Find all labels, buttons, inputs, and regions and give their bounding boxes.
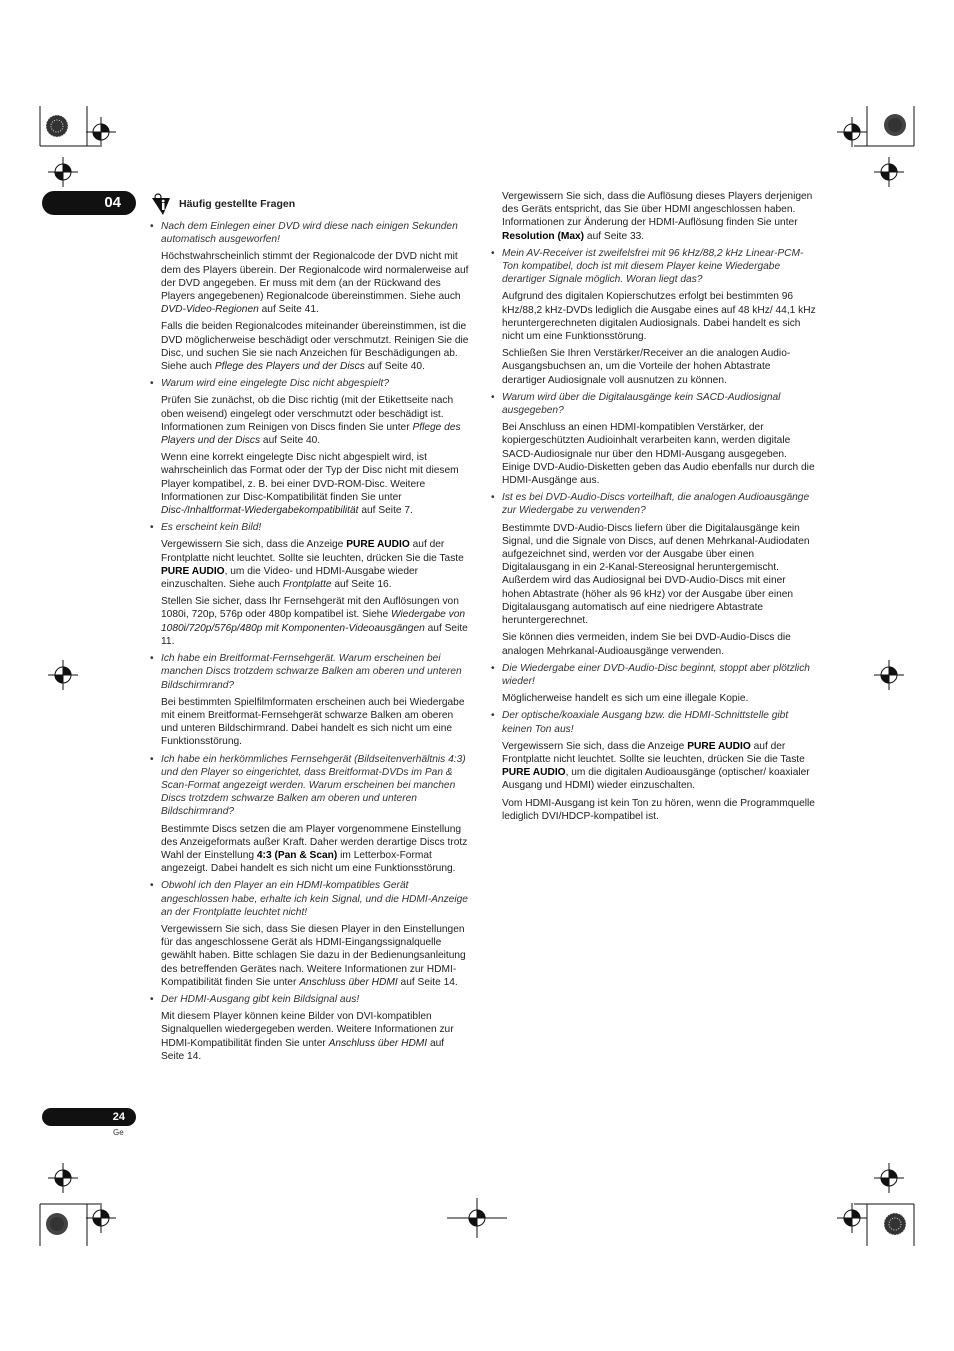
answer-paragraph [502, 797, 816, 823]
cross-reference: Pflege des Players und der Discs [214, 361, 365, 373]
text-run: Vom HDMI-Ausgang ist kein Ton zu hören, wenn die Programmquelle lediglich DVI/HDCP-kompatibel ist. [502, 797, 815, 822]
ui-label-bold: Resolution (Max) [502, 230, 585, 242]
answer-paragraph [502, 692, 816, 705]
answer-paragraph [161, 595, 470, 648]
answer-paragraph [161, 823, 470, 876]
text-run: auf Seite 11. [161, 622, 468, 647]
cross-reference: Pflege des Players und der Discs [161, 421, 461, 447]
answer-paragraph [502, 290, 816, 343]
text-run: Sie können dies vermeiden, indem Sie bei DVD-Audio-Discs die analogen Mehrkanal-Audioausgänge verwenden. [502, 632, 791, 657]
text-run: Vergewissern Sie sich, dass die Anzeige [502, 740, 688, 752]
text-run: Möglicherweise handelt es sich um eine illegale Kopie. [502, 693, 749, 705]
answer-paragraph [161, 696, 470, 749]
answer-paragraph [161, 923, 470, 989]
text-run: im Letterbox-Format angezeigt. Dabei handelt es sich nicht um eine Funktionsstörung. [161, 849, 456, 875]
text-run: Falls die beiden Regionalcodes miteinander übereinstimmen, ist die DVD möglicherweise beschädigt oder verschmutzt. Reinigen Sie die Disc, und suchen Sie sie nach Anzeichen für Beschädigungen ab. Siehe auch [161, 321, 469, 373]
text-run: Bestimmte DVD-Audio-Discs liefern über die Digitalausgänge kein Signal, und die Signale von Discs, auf denen Mehrkanal-Audiodaten aufgezeichnet sind, werden vor der Ausgabe über einen Digitalausgang in ein 2-Kanal-Stereosignal heruntergemischt. Außerdem wird das Audiosignal bei DVD-Audio-Discs mit einer hohen Abtastrate (höher als 96 kHz) vor der Ausgabe über einen Digitalausgang automatisch auf eine niedrigere Abtastrate heruntergerechnet. [502, 522, 810, 627]
faq-question: • Obwohl ich den Player an ein HDMI-kompatibles Gerät angeschlossen habe, erhalte ich kein Signal, und die HDMI-Anzeige an der Frontplatte leuchtet nicht! [150, 879, 470, 919]
ui-label-bold: 4:3 (Pan & Scan) [256, 849, 338, 861]
answer-paragraph [502, 522, 816, 628]
section-title: Häufig gestellte Fragen [179, 198, 296, 211]
text-run: Mit diesem Player können keine Bilder von DVI-kompatiblen Signalquellen wiedergegeben werden. Weitere Informationen zur HDMI-Kompatibilität finden Sie unter [161, 1011, 454, 1049]
page-number: 24 [42, 1108, 136, 1126]
text-run: auf Seite 14. [161, 1037, 445, 1062]
cross-reference: Disc-/Inhaltformat-Wiedergabekompatibilität [161, 505, 359, 517]
tips-icon [150, 193, 176, 217]
answer-paragraph [502, 740, 816, 793]
text-run: Vergewissern Sie sich, dass die Auflösung dieses Players derjenigen des Geräts entspricht, das Sie über HDMI angeschlossen haben. Informationen zur Änderung der HDMI-Auflösung finden Sie unter [502, 191, 813, 229]
cross-reference: Anschluss über HDMI [328, 1037, 428, 1049]
faq-list-right [491, 247, 816, 823]
text-run: auf Seite 40. [260, 435, 321, 447]
ui-label-bold: PURE AUDIO [346, 539, 410, 551]
text-run: auf Seite 33. [584, 230, 645, 242]
answer-paragraph [502, 347, 816, 387]
cross-reference: Wiedergabe von 1080i/720p/576p/480p mit Komponenten-Videoausgängen [161, 609, 466, 634]
faq-question: • Der optische/koaxiale Ausgang bzw. die HDMI-Schnittstelle gibt keinen Ton aus! [491, 709, 816, 735]
text-run: auf der Frontplatte nicht leuchtet. Sollte sie leuchten, drücken Sie die Taste [502, 740, 805, 765]
faq-list-left [150, 220, 470, 1063]
left-column [150, 193, 470, 1067]
text-run: Höchstwahrscheinlich stimmt der Regionalcode der DVD nicht mit dem des Players überein. Der Regionalcode wird normalerweise auf der DVD angegeben. Er muss mit dem (an der Rückwand des Players angegebenen) Regionalcode übereinstimmen. Siehe auch [161, 251, 469, 303]
text-run: Bestimmte Discs setzen die am Player vorgenommene Einstellung des Anzeigeformats außer Kraft. Daher werden derartige Discs trotz Wahl der Einstellung [161, 823, 468, 861]
text-run: Bei bestimmten Spielfilmformaten erscheinen auch bei Wiedergabe mit einem Breitformat-Fernsehgerät schwarze Balken am oberen und unteren Bildschirmrand. Dabei handelt es sich nicht um eine Funktionsstörung. [161, 696, 465, 748]
faq-question: • Mein AV-Receiver ist zweifelsfrei mit 96 kHz/88,2 kHz Linear-PCM-Ton kompatibel, doch ist mit diesem Player keine Wiedergabe derartiger Signale möglich. Woran liegt das? [491, 247, 816, 287]
cross-reference: DVD-Video-Regionen [161, 304, 259, 316]
text-run: Aufgrund des digitalen Kopierschutzes erfolgt bei bestimmten 96 kHz/88,2 kHz-DVDs lediglich die Ausgabe eines auf 48 kHz/ 44,1 kHz heruntergerechneten digitalen Audiosignals. Dabei handelt es sich nicht um eine Funktionsstörung. [502, 291, 816, 343]
answer-paragraph [502, 421, 816, 487]
text-run: auf Seite 14. [397, 976, 458, 988]
faq-question: • Es erscheint kein Bild! [150, 521, 470, 534]
text-run: auf Seite 7. [358, 505, 413, 517]
text-run: Vergewissern Sie sich, dass die Anzeige [161, 539, 347, 551]
answer-paragraph [161, 451, 470, 517]
answer-paragraph [161, 320, 470, 373]
faq-question: • Ich habe ein herkömmliches Fernsehgerät (Bildseitenverhältnis 4:3) und den Player so eingerichtet, dass Breitformat-DVDs im Pan & Scan-Format angezeigt werden. Warum erscheinen bei manchen Discs trotzdem schwarze Balken am oberen und unteren Bildschirmrand? [150, 753, 470, 819]
faq-question: • Ist es bei DVD-Audio-Discs vorteilhaft, die analogen Audioausgänge zur Wiedergabe zu verwenden? [491, 491, 816, 517]
faq-question: • Nach dem Einlegen einer DVD wird diese nach einigen Sekunden automatisch ausgeworfen! [150, 220, 470, 246]
ui-label-bold: PURE AUDIO [502, 767, 566, 779]
faq-continuation [491, 190, 816, 243]
text-run: Vergewissern Sie sich, dass Sie diesen Player in den Einstellungen für das angeschlossene Gerät als HDMI-Eingangssignalquelle gewählt haben. Bitte schlagen Sie dazu in der Bedienungsanleitung des betreffenden Gerätes nach. Weitere Informationen zur HDMI-Kompatibilität finden Sie unter [161, 923, 466, 988]
text-run: auf Seite 16. [331, 579, 392, 591]
answer-paragraph [161, 250, 470, 316]
text-run: Schließen Sie Ihren Verstärker/Receiver an die analogen Audio-Ausgangsbuchsen an, um die Vorteile der hohen Abtastrate derartiger Audiosignale voll ausnutzen zu können. [502, 348, 791, 386]
text-run: Bei Anschluss an einen HDMI-kompatiblen Verstärker, der kopiergeschützten Audioinhalt verarbeiten kann, werden digitale SACD-Audiosignale nur über den HDMI-Ausgang ausgegeben. Einige DVD-Audio-Disketten geben das Audio ebenfalls nur durch die HDMI-Ausgänge aus. [502, 422, 815, 487]
faq-question: • Die Wiedergabe einer DVD-Audio-Disc beginnt, stoppt aber plötzlich wieder! [491, 662, 816, 688]
right-column [491, 190, 816, 827]
cross-reference: Frontplatte [282, 579, 332, 591]
faq-question: • Warum wird über die Digitalausgänge kein SACD-Audiosignal ausgegeben? [491, 391, 816, 417]
faq-question: • Ich habe ein Breitformat-Fernsehgerät. Warum erscheinen bei manchen Discs trotzdem schwarze Balken am oberen und unteren Bildschirmrand? [150, 652, 470, 692]
answer-paragraph [161, 1010, 470, 1063]
text-run: auf Seite 41. [258, 304, 319, 316]
text-run: auf Seite 40. [364, 361, 425, 373]
answer-paragraph [502, 631, 816, 657]
answer-paragraph [161, 538, 470, 591]
section-heading [150, 193, 470, 217]
text-run: Prüfen Sie zunächst, ob die Disc richtig (mit der Etikettseite nach oben weisend) eingelegt oder verschmutzt oder beschädigt ist. Informationen zum Reinigen von Discs finden Sie unter [161, 395, 454, 433]
ui-label-bold: PURE AUDIO [161, 565, 225, 577]
chapter-number: 04 [42, 191, 136, 215]
faq-question: • Warum wird eine eingelegte Disc nicht abgespielt? [150, 377, 470, 390]
text-run: , um die Video- und HDMI-Ausgabe wieder einzuschalten. Siehe auch [161, 565, 419, 591]
faq-question: • Der HDMI-Ausgang gibt kein Bildsignal aus! [150, 993, 470, 1006]
answer-paragraph [161, 394, 470, 447]
text-run: Stellen Sie sicher, dass Ihr Fernsehgerät mit den Auflösungen von 1080i, 720p, 576p oder 480p kompatibel ist. Siehe [161, 596, 459, 621]
cross-reference: Anschluss über HDMI [299, 976, 398, 988]
text-run: , um die digitalen Audioausgänge (optischer/ koaxialer Ausgang und HDMI) wieder einzuschalten. [502, 767, 810, 792]
answer-paragraph [502, 190, 816, 243]
text-run: auf der Frontplatte nicht leuchtet. Sollte sie leuchten, drücken Sie die Taste [161, 539, 464, 564]
text-run: Wenn eine korrekt eingelegte Disc nicht abgespielt wird, ist wahrscheinlich das Format oder der Typ der Disc nicht mit diesem Player kompatibel, z. B. bei einer DVD-ROM-Disc. Weitere Informationen zur Disc-Kompatibilität finden Sie unter [161, 452, 459, 503]
ui-label-bold: PURE AUDIO [687, 740, 751, 752]
language-code: Ge [113, 1128, 124, 1137]
